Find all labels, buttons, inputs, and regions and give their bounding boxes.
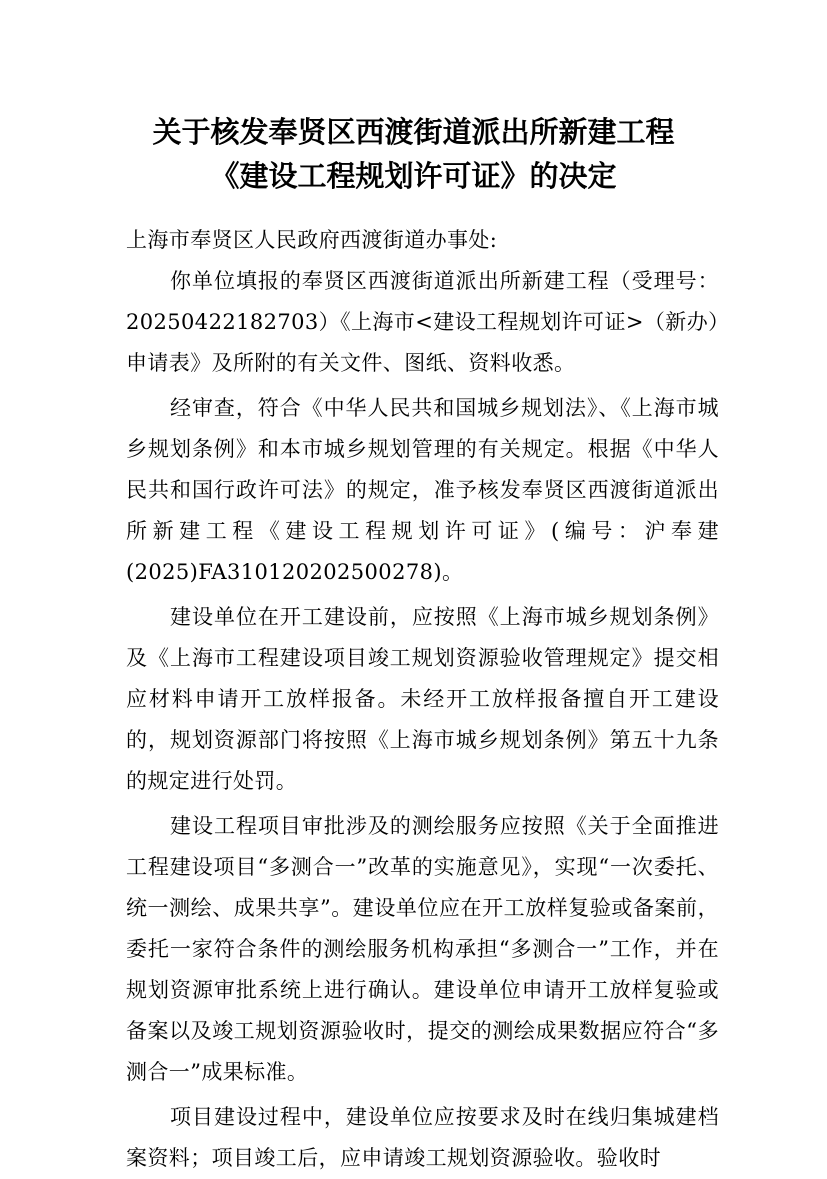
paragraph-3: 建设单位在开工建设前，应按照《上海市城乡规划条例》及《上海市工程建设项目竣工规划资源验收管理规定》提交相应材料申请开工放样报备。未经开工放样报备擅自开工建设的，规划资源部门将按照《上海市城乡规划条例》第五十九条的规定进行处罚。 <box>126 605 719 793</box>
paragraph-4: 建设工程项目审批涉及的测绘服务应按照《关于全面推进工程建设项目“多测合一”改革的实施意见》，实现“一次委托、统一测绘、成果共享”。建设单位应在开工放样复验或备案前，委托一家符合条件的测绘服务机构承担“多测合一”工作，并在规划资源审批系统上进行确认。建设单位申请开工放样复验或备案以及竣工规划资源验收时，提交的测绘成果数据应符合“多测合一”成果标准。 <box>126 814 719 1084</box>
document-body <box>126 220 719 1179</box>
document-title-line-2: 《建设工程规划许可证》的决定 <box>210 159 617 193</box>
paragraph-5: 项目建设过程中，建设单位应按要求及时在线归集城建档案资料；项目竣工后，应申请竣工规划资源验收。验收时 <box>126 1105 719 1170</box>
addressee: 上海市奉贤区人民政府西渡街道办事处: <box>126 228 498 252</box>
paragraph-2: 经审查，符合《中华人民共和国城乡规划法》、《上海市城乡规划条例》和本市城乡规划管理的有关规定。根据《中华人民共和国行政许可法》的规定，准予核发奉贤区西渡街道派出所新建工程《建设工程规划许可证》(编号：沪奉建(2025)FA310120202500278)。 <box>126 396 719 584</box>
paragraph-1: 你单位填报的奉贤区西渡街道派出所新建工程（受理号：20250422182703）《上海市<建设工程规划许可证>（新办）申请表》及所附的有关文件、图纸、资料收悉。 <box>126 269 719 375</box>
document-title-line-1: 关于核发奉贤区西渡街道派出所新建工程 <box>152 115 675 149</box>
